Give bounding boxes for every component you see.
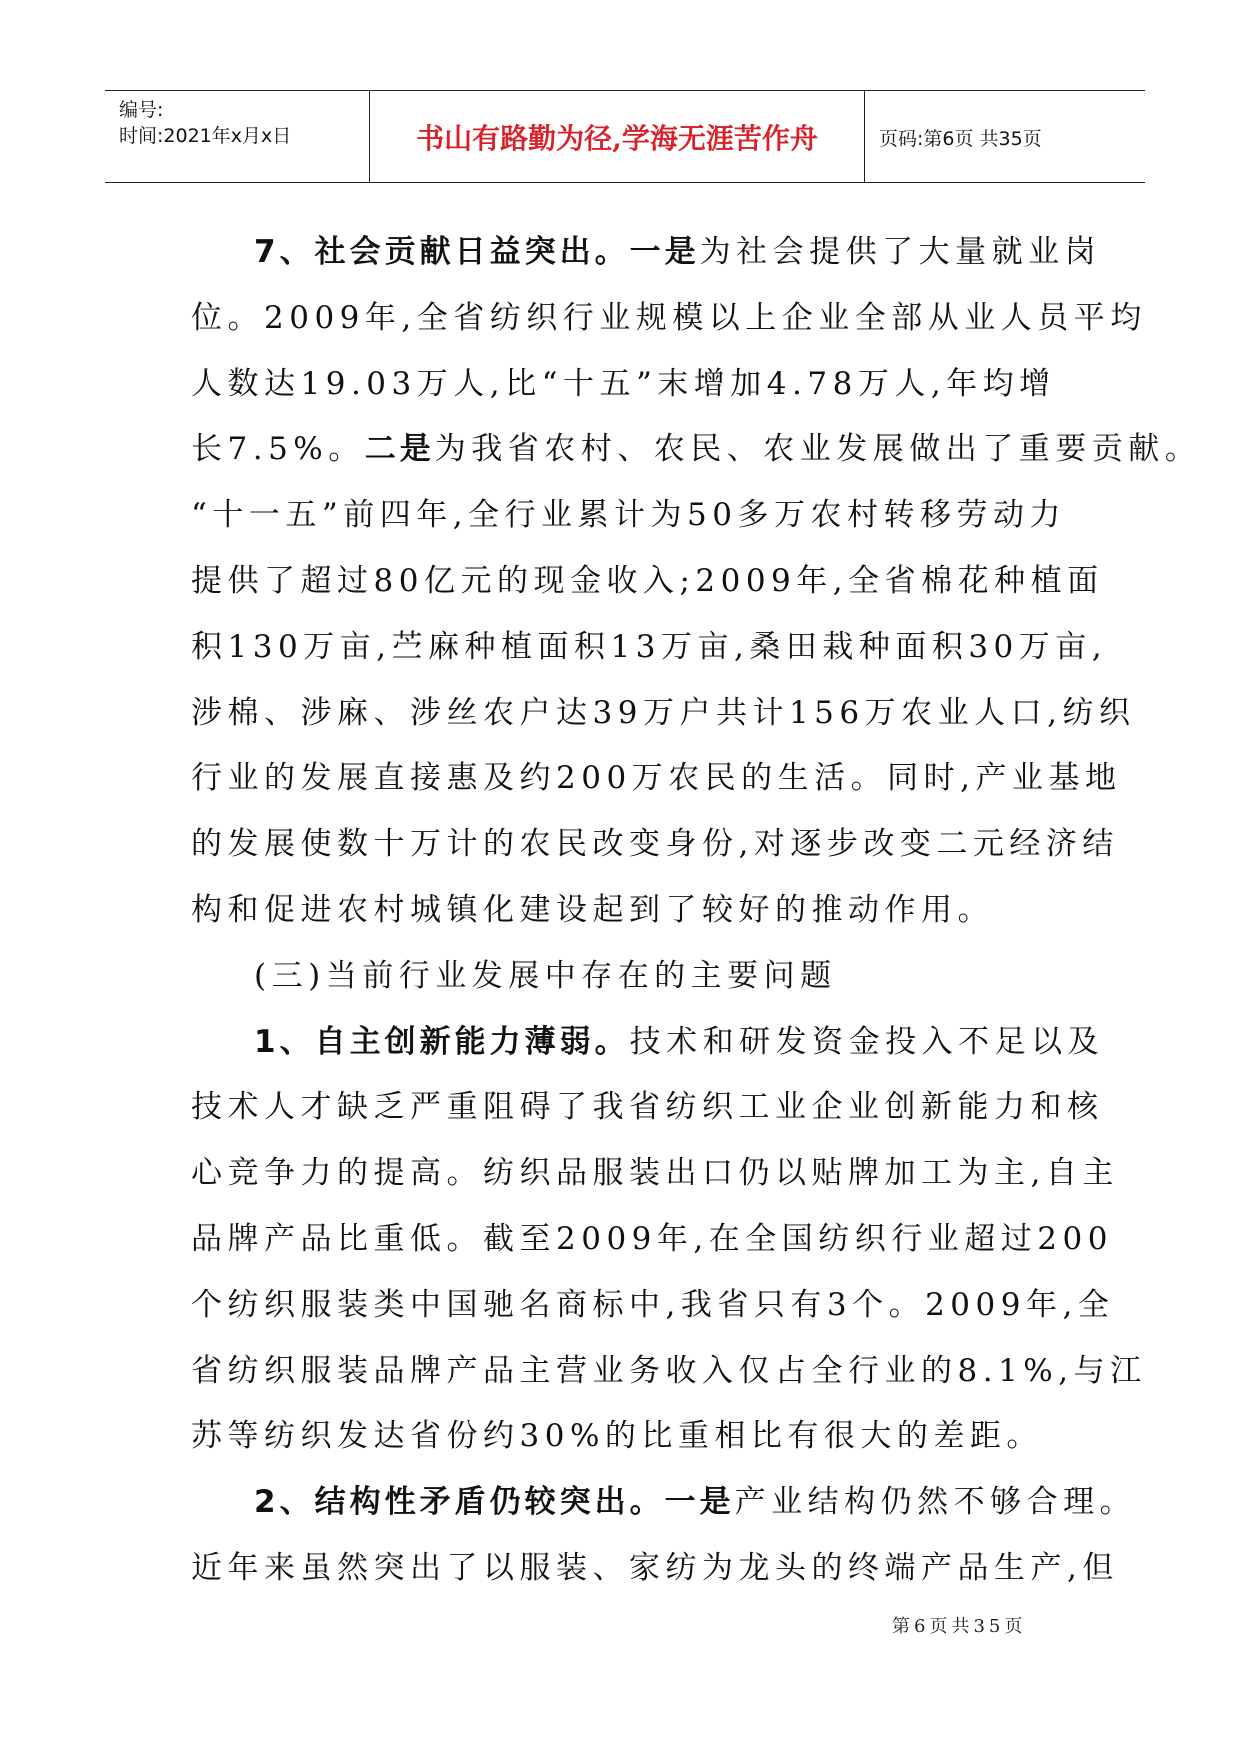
bold-lead: 7、社会贡献日益突出。一是	[254, 234, 700, 270]
header-page-number: 页码:第6页 共35页	[879, 128, 1042, 150]
header-page-cell	[865, 91, 1145, 182]
paragraph-line: 的发展使数十万计的农民改变身份,对逐步改变二元经济结	[191, 826, 1119, 863]
document-time-label: 时间:2021年x月x日	[119, 125, 292, 147]
text-run: 为社会提供了大量就业岗	[699, 234, 1102, 270]
paragraph-line: 心竞争力的提高。纺织品服装出口仍以贴牌加工为主,自主	[191, 1155, 1119, 1192]
text-run: 长7.5%。	[191, 431, 365, 468]
paragraph-line: 人数达19.03万人,比“十五”末增加4.78万人,年均增	[191, 365, 1056, 402]
paragraph-line: 提供了超过80亿元的现金收入;2009年,全省棉花种植面	[191, 562, 1104, 599]
paragraph-line: 积130万亩,苎麻种植面积13万亩,桑田栽种面积30万亩,	[191, 628, 1108, 665]
section-heading: (三)当前行业发展中存在的主要问题	[254, 957, 837, 994]
paragraph-line: 省纺织服装品牌产品主营业务收入仅占全行业的8.1%,与江	[191, 1352, 1147, 1389]
paragraph-line	[191, 1470, 1137, 1536]
text-run: 产业结构仍然不够合理。	[734, 1484, 1137, 1521]
paragraph-line	[191, 417, 1202, 483]
document-number-label: 编号:	[119, 99, 164, 121]
paragraph-line: 行业的发展直接惠及约200万农民的生活。同时,产业基地	[191, 760, 1122, 797]
page-header	[105, 90, 1145, 183]
paragraph-line: 技术人才缺乏严重阻碍了我省纺织工业企业创新能力和核	[191, 1089, 1104, 1126]
paragraph-line	[191, 1010, 1105, 1076]
paragraph-line: 个纺织服装类中国驰名商标中,我省只有3个。2009年,全	[191, 1286, 1115, 1323]
paragraph-line: “十一五”前四年,全行业累计为50多万农村转移劳动力	[191, 497, 1066, 534]
bold-lead: 二是	[364, 431, 435, 468]
text-run: 为我省农村、农民、农业发展做出了重要贡献。	[434, 431, 1202, 468]
header-motto: 书山有路勤为径,学海无涯苦作舟	[416, 122, 818, 155]
paragraph-line: 苏等纺织发达省份约30%的比重相比有很大的差距。	[191, 1418, 1043, 1455]
document-body	[191, 220, 1202, 1602]
paragraph-line: 位。2009年,全省纺织行业规模以上企业全部从业人员平均	[191, 299, 1147, 336]
page-footer: 第6页共35页	[892, 1616, 1027, 1637]
paragraph-line: 品牌产品比重低。截至2009年,在全国纺织行业超过200	[191, 1220, 1113, 1257]
text-run: 技术和研发资金投入不足以及	[629, 1023, 1105, 1060]
header-meta-cell	[105, 91, 370, 182]
bold-lead: 1、自主创新能力薄弱。	[254, 1023, 630, 1060]
paragraph-line: 近年来虽然突出了以服装、家纺为龙头的终端产品生产,但	[191, 1549, 1119, 1586]
bold-lead: 2、结构性矛盾仍较突出。一是	[254, 1484, 735, 1521]
paragraph-line	[191, 220, 1102, 286]
paragraph-line: 构和促进农村城镇化建设起到了较好的推动作用。	[191, 891, 994, 928]
header-motto-cell	[370, 91, 865, 182]
paragraph-line: 涉棉、涉麻、涉丝农户达39万户共计156万农业人口,纺织	[191, 694, 1136, 731]
